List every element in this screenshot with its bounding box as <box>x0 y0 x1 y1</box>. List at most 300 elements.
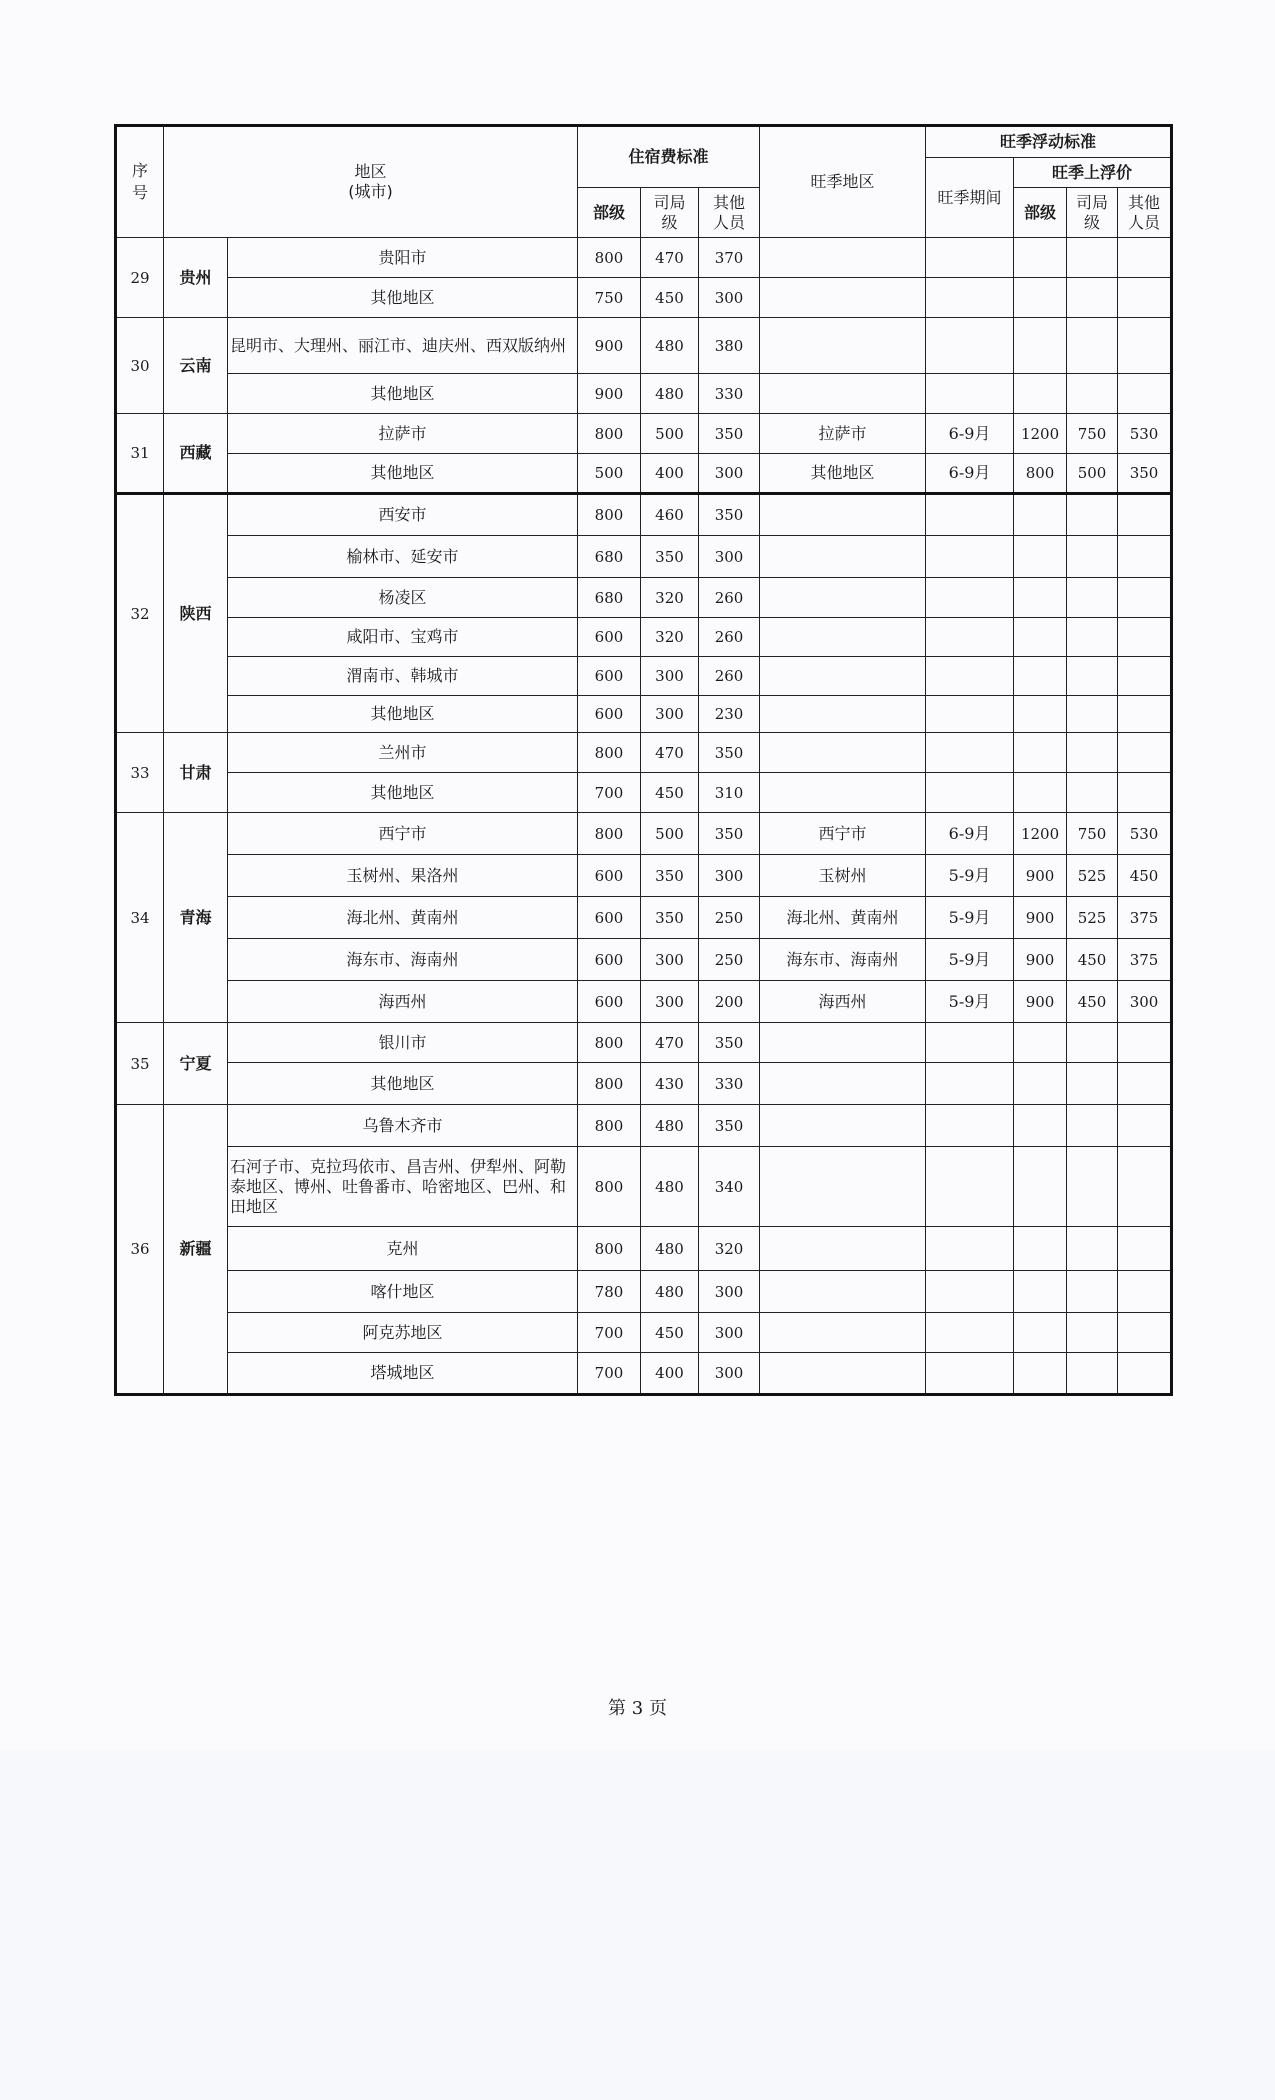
peak-ministry-cell: 900 <box>1014 855 1067 897</box>
lodging-other-cell: 230 <box>699 696 760 733</box>
province-cell: 云南 <box>164 318 228 414</box>
table-row <box>116 618 1172 657</box>
table-row <box>116 278 1172 318</box>
peak-period-cell <box>926 536 1014 578</box>
lodging-bureau-cell: 400 <box>641 454 699 494</box>
peak-bureau-cell <box>1067 318 1118 374</box>
peak-other-cell <box>1118 1271 1172 1313</box>
peak-other-cell <box>1118 1313 1172 1353</box>
peak-region-cell <box>760 578 926 618</box>
lodging-other-cell: 330 <box>699 1063 760 1105</box>
lodging-bureau-cell: 350 <box>641 855 699 897</box>
peak-region-cell <box>760 657 926 696</box>
lodging-other-cell: 350 <box>699 813 760 855</box>
lodging-bureau-cell: 450 <box>641 1313 699 1353</box>
peak-region-cell: 海西州 <box>760 981 926 1023</box>
lodging-ministry-cell: 800 <box>578 1063 641 1105</box>
lodging-other-cell: 370 <box>699 238 760 278</box>
lodging-other-cell: 350 <box>699 1023 760 1063</box>
peak-period-cell: 5-9月 <box>926 939 1014 981</box>
lodging-bureau-cell: 470 <box>641 733 699 773</box>
peak-period-cell <box>926 1227 1014 1271</box>
city-cell: 拉萨市 <box>228 414 578 454</box>
lodging-other-cell: 300 <box>699 454 760 494</box>
lodging-ministry-cell: 800 <box>578 1105 641 1147</box>
lodging-bureau-cell: 480 <box>641 1271 699 1313</box>
city-cell: 阿克苏地区 <box>228 1313 578 1353</box>
peak-bureau-cell: 750 <box>1067 813 1118 855</box>
city-cell: 海东市、海南州 <box>228 939 578 981</box>
lodging-ministry-cell: 680 <box>578 578 641 618</box>
seq-cell: 29 <box>116 238 164 318</box>
peak-other-cell: 530 <box>1118 813 1172 855</box>
header-peak-level-other: 其他人员 <box>1118 188 1172 238</box>
city-cell: 咸阳市、宝鸡市 <box>228 618 578 657</box>
lodging-other-cell: 260 <box>699 618 760 657</box>
peak-region-cell <box>760 536 926 578</box>
peak-region-cell <box>760 374 926 414</box>
peak-ministry-cell: 900 <box>1014 897 1067 939</box>
peak-other-cell: 375 <box>1118 897 1172 939</box>
lodging-ministry-cell: 700 <box>578 773 641 813</box>
peak-other-cell <box>1118 494 1172 536</box>
peak-bureau-cell <box>1067 773 1118 813</box>
table-row <box>116 1271 1172 1313</box>
peak-ministry-cell <box>1014 1227 1067 1271</box>
table-row <box>116 657 1172 696</box>
peak-other-cell <box>1118 1227 1172 1271</box>
header-row-1 <box>116 126 1172 158</box>
province-cell: 宁夏 <box>164 1023 228 1105</box>
peak-other-cell <box>1118 657 1172 696</box>
table-row <box>116 1105 1172 1147</box>
peak-period-cell: 5-9月 <box>926 897 1014 939</box>
peak-period-cell <box>926 374 1014 414</box>
peak-other-cell <box>1118 1353 1172 1395</box>
peak-other-cell <box>1118 1023 1172 1063</box>
peak-period-cell: 6-9月 <box>926 813 1014 855</box>
peak-bureau-cell: 525 <box>1067 897 1118 939</box>
table-row <box>116 1227 1172 1271</box>
peak-period-cell: 5-9月 <box>926 981 1014 1023</box>
province-cell: 新疆 <box>164 1105 228 1395</box>
peak-period-cell <box>926 578 1014 618</box>
lodging-ministry-cell: 600 <box>578 939 641 981</box>
peak-ministry-cell: 800 <box>1014 454 1067 494</box>
peak-region-cell <box>760 1353 926 1395</box>
peak-bureau-cell <box>1067 1147 1118 1227</box>
peak-other-cell: 530 <box>1118 414 1172 454</box>
lodging-ministry-cell: 600 <box>578 897 641 939</box>
header-region-title: 地区 <box>354 162 387 181</box>
peak-other-cell <box>1118 1063 1172 1105</box>
lodging-standard-table <box>114 124 1173 1396</box>
city-cell: 西安市 <box>228 494 578 536</box>
peak-ministry-cell <box>1014 696 1067 733</box>
peak-bureau-cell <box>1067 536 1118 578</box>
lodging-other-cell: 340 <box>699 1147 760 1227</box>
city-cell: 海北州、黄南州 <box>228 897 578 939</box>
lodging-bureau-cell: 320 <box>641 618 699 657</box>
lodging-bureau-cell: 300 <box>641 939 699 981</box>
province-cell: 西藏 <box>164 414 228 494</box>
peak-region-cell <box>760 773 926 813</box>
peak-ministry-cell <box>1014 1271 1067 1313</box>
peak-ministry-cell: 1200 <box>1014 414 1067 454</box>
peak-ministry-cell <box>1014 1023 1067 1063</box>
peak-period-cell <box>926 238 1014 278</box>
peak-period-cell <box>926 494 1014 536</box>
city-cell: 西宁市 <box>228 813 578 855</box>
province-cell: 甘肃 <box>164 733 228 813</box>
peak-region-cell: 海北州、黄南州 <box>760 897 926 939</box>
table-row <box>116 773 1172 813</box>
table-row <box>116 733 1172 773</box>
header-peak-price: 旺季上浮价 <box>1014 158 1172 188</box>
header-peak-level-ministry: 部级 <box>1014 188 1067 238</box>
lodging-other-cell: 350 <box>699 1105 760 1147</box>
city-cell: 贵阳市 <box>228 238 578 278</box>
peak-bureau-cell <box>1067 1353 1118 1395</box>
lodging-ministry-cell: 780 <box>578 1271 641 1313</box>
city-cell: 渭南市、韩城市 <box>228 657 578 696</box>
table-row <box>116 536 1172 578</box>
city-cell: 其他地区 <box>228 696 578 733</box>
table-row <box>116 1353 1172 1395</box>
peak-ministry-cell <box>1014 657 1067 696</box>
peak-other-cell <box>1118 374 1172 414</box>
table-row <box>116 454 1172 494</box>
peak-ministry-cell <box>1014 618 1067 657</box>
table-row <box>116 813 1172 855</box>
city-cell: 玉树州、果洛州 <box>228 855 578 897</box>
peak-ministry-cell <box>1014 578 1067 618</box>
lodging-bureau-cell: 480 <box>641 1227 699 1271</box>
city-cell: 兰州市 <box>228 733 578 773</box>
table-row <box>116 1313 1172 1353</box>
peak-period-cell <box>926 733 1014 773</box>
lodging-bureau-cell: 450 <box>641 278 699 318</box>
peak-bureau-cell <box>1067 1063 1118 1105</box>
city-cell: 银川市 <box>228 1023 578 1063</box>
lodging-other-cell: 200 <box>699 981 760 1023</box>
lodging-other-cell: 300 <box>699 278 760 318</box>
peak-bureau-cell: 525 <box>1067 855 1118 897</box>
peak-bureau-cell <box>1067 374 1118 414</box>
table-row <box>116 1063 1172 1105</box>
peak-region-cell <box>760 618 926 657</box>
peak-period-cell <box>926 1271 1014 1313</box>
lodging-bureau-cell: 470 <box>641 1023 699 1063</box>
peak-other-cell <box>1118 618 1172 657</box>
peak-bureau-cell <box>1067 494 1118 536</box>
peak-bureau-cell: 450 <box>1067 939 1118 981</box>
header-peak-region: 旺季地区 <box>760 126 926 238</box>
peak-ministry-cell <box>1014 1353 1067 1395</box>
table-row <box>116 238 1172 278</box>
peak-bureau-cell <box>1067 278 1118 318</box>
table-row <box>116 696 1172 733</box>
lodging-ministry-cell: 900 <box>578 318 641 374</box>
peak-ministry-cell: 1200 <box>1014 813 1067 855</box>
peak-other-cell: 350 <box>1118 454 1172 494</box>
lodging-other-cell: 300 <box>699 536 760 578</box>
peak-bureau-cell <box>1067 1227 1118 1271</box>
province-cell: 陕西 <box>164 494 228 733</box>
peak-period-cell <box>926 1313 1014 1353</box>
lodging-bureau-cell: 350 <box>641 897 699 939</box>
lodging-ministry-cell: 800 <box>578 238 641 278</box>
peak-ministry-cell <box>1014 733 1067 773</box>
header-level-other: 其他人员 <box>699 188 760 238</box>
peak-ministry-cell <box>1014 374 1067 414</box>
table-row <box>116 494 1172 536</box>
lodging-ministry-cell: 800 <box>578 813 641 855</box>
peak-region-cell: 拉萨市 <box>760 414 926 454</box>
peak-region-cell <box>760 1147 926 1227</box>
city-cell: 榆林市、延安市 <box>228 536 578 578</box>
header-peak-float: 旺季浮动标准 <box>926 126 1172 158</box>
peak-other-cell <box>1118 773 1172 813</box>
seq-cell: 35 <box>116 1023 164 1105</box>
lodging-other-cell: 250 <box>699 897 760 939</box>
lodging-ministry-cell: 600 <box>578 855 641 897</box>
table-row <box>116 855 1172 897</box>
peak-region-cell: 玉树州 <box>760 855 926 897</box>
peak-other-cell <box>1118 536 1172 578</box>
lodging-other-cell: 350 <box>699 414 760 454</box>
lodging-ministry-cell: 500 <box>578 454 641 494</box>
lodging-bureau-cell: 480 <box>641 1105 699 1147</box>
header-region <box>164 126 578 238</box>
peak-region-cell <box>760 1063 926 1105</box>
lodging-ministry-cell: 600 <box>578 618 641 657</box>
peak-bureau-cell <box>1067 618 1118 657</box>
peak-other-cell <box>1118 238 1172 278</box>
table-row <box>116 939 1172 981</box>
peak-bureau-cell <box>1067 1313 1118 1353</box>
peak-bureau-cell <box>1067 1271 1118 1313</box>
peak-period-cell: 5-9月 <box>926 855 1014 897</box>
peak-other-cell <box>1118 318 1172 374</box>
header-level-ministry: 部级 <box>578 188 641 238</box>
city-cell: 克州 <box>228 1227 578 1271</box>
peak-other-cell: 300 <box>1118 981 1172 1023</box>
province-cell: 青海 <box>164 813 228 1023</box>
peak-region-cell <box>760 733 926 773</box>
city-cell: 石河子市、克拉玛依市、昌吉州、伊犁州、阿勒泰地区、博州、吐鲁番市、哈密地区、巴州、和田地区 <box>228 1147 578 1227</box>
lodging-other-cell: 380 <box>699 318 760 374</box>
peak-period-cell <box>926 657 1014 696</box>
peak-period-cell <box>926 1105 1014 1147</box>
lodging-bureau-cell: 300 <box>641 657 699 696</box>
lodging-other-cell: 300 <box>699 1353 760 1395</box>
lodging-bureau-cell: 500 <box>641 813 699 855</box>
seq-cell: 31 <box>116 414 164 494</box>
peak-period-cell <box>926 1063 1014 1105</box>
peak-ministry-cell <box>1014 1105 1067 1147</box>
city-cell: 塔城地区 <box>228 1353 578 1395</box>
peak-bureau-cell: 500 <box>1067 454 1118 494</box>
peak-period-cell: 6-9月 <box>926 454 1014 494</box>
peak-other-cell <box>1118 1105 1172 1147</box>
peak-bureau-cell <box>1067 238 1118 278</box>
header-peak-level-bureau: 司局级 <box>1067 188 1118 238</box>
lodging-other-cell: 300 <box>699 855 760 897</box>
lodging-other-cell: 350 <box>699 494 760 536</box>
lodging-bureau-cell: 480 <box>641 318 699 374</box>
lodging-other-cell: 330 <box>699 374 760 414</box>
lodging-other-cell: 320 <box>699 1227 760 1271</box>
header-lodging: 住宿费标准 <box>578 126 760 188</box>
lodging-bureau-cell: 430 <box>641 1063 699 1105</box>
seq-cell: 32 <box>116 494 164 733</box>
peak-ministry-cell <box>1014 494 1067 536</box>
lodging-ministry-cell: 800 <box>578 1147 641 1227</box>
table-row <box>116 981 1172 1023</box>
peak-other-cell <box>1118 578 1172 618</box>
lodging-ministry-cell: 700 <box>578 1313 641 1353</box>
lodging-bureau-cell: 320 <box>641 578 699 618</box>
peak-bureau-cell: 450 <box>1067 981 1118 1023</box>
table-row <box>116 578 1172 618</box>
lodging-ministry-cell: 700 <box>578 1353 641 1395</box>
lodging-other-cell: 310 <box>699 773 760 813</box>
lodging-ministry-cell: 900 <box>578 374 641 414</box>
page-number: 第 3 页 <box>608 1698 667 1719</box>
peak-other-cell: 450 <box>1118 855 1172 897</box>
seq-cell: 34 <box>116 813 164 1023</box>
province-cell: 贵州 <box>164 238 228 318</box>
peak-bureau-cell <box>1067 1105 1118 1147</box>
lodging-bureau-cell: 300 <box>641 981 699 1023</box>
peak-ministry-cell <box>1014 238 1067 278</box>
peak-other-cell: 375 <box>1118 939 1172 981</box>
peak-region-cell <box>760 1023 926 1063</box>
peak-period-cell <box>926 618 1014 657</box>
peak-period-cell <box>926 696 1014 733</box>
table-row <box>116 414 1172 454</box>
lodging-other-cell: 250 <box>699 939 760 981</box>
peak-region-cell: 海东市、海南州 <box>760 939 926 981</box>
city-cell: 杨凌区 <box>228 578 578 618</box>
lodging-ministry-cell: 600 <box>578 657 641 696</box>
lodging-bureau-cell: 450 <box>641 773 699 813</box>
peak-period-cell: 6-9月 <box>926 414 1014 454</box>
peak-bureau-cell: 750 <box>1067 414 1118 454</box>
peak-other-cell <box>1118 1147 1172 1227</box>
peak-region-cell <box>760 696 926 733</box>
city-cell: 其他地区 <box>228 374 578 414</box>
table-row <box>116 897 1172 939</box>
lodging-ministry-cell: 800 <box>578 1023 641 1063</box>
seq-cell: 33 <box>116 733 164 813</box>
lodging-other-cell: 260 <box>699 578 760 618</box>
header-region-sub: (城市) <box>348 182 393 201</box>
lodging-ministry-cell: 600 <box>578 981 641 1023</box>
seq-cell: 36 <box>116 1105 164 1395</box>
peak-bureau-cell <box>1067 657 1118 696</box>
header-level-bureau: 司局级 <box>641 188 699 238</box>
peak-ministry-cell <box>1014 1063 1067 1105</box>
header-seq: 序号 <box>116 126 164 238</box>
peak-bureau-cell <box>1067 733 1118 773</box>
peak-region-cell <box>760 278 926 318</box>
peak-region-cell <box>760 238 926 278</box>
lodging-bureau-cell: 300 <box>641 696 699 733</box>
peak-ministry-cell: 900 <box>1014 939 1067 981</box>
peak-ministry-cell <box>1014 773 1067 813</box>
peak-period-cell <box>926 1023 1014 1063</box>
lodging-bureau-cell: 400 <box>641 1353 699 1395</box>
city-cell: 其他地区 <box>228 278 578 318</box>
lodging-ministry-cell: 800 <box>578 1227 641 1271</box>
lodging-ministry-cell: 800 <box>578 494 641 536</box>
peak-bureau-cell <box>1067 578 1118 618</box>
peak-bureau-cell <box>1067 696 1118 733</box>
table-body <box>116 126 1172 1395</box>
peak-other-cell <box>1118 696 1172 733</box>
lodging-ministry-cell: 750 <box>578 278 641 318</box>
city-cell: 其他地区 <box>228 454 578 494</box>
peak-region-cell <box>760 494 926 536</box>
seq-cell: 30 <box>116 318 164 414</box>
peak-region-cell <box>760 1271 926 1313</box>
peak-region-cell <box>760 1105 926 1147</box>
city-cell: 海西州 <box>228 981 578 1023</box>
lodging-ministry-cell: 800 <box>578 733 641 773</box>
lodging-bureau-cell: 480 <box>641 1147 699 1227</box>
lodging-other-cell: 350 <box>699 733 760 773</box>
peak-region-cell: 其他地区 <box>760 454 926 494</box>
table-row <box>116 374 1172 414</box>
table-row <box>116 1147 1172 1227</box>
city-cell: 其他地区 <box>228 773 578 813</box>
lodging-other-cell: 300 <box>699 1313 760 1353</box>
lodging-ministry-cell: 600 <box>578 696 641 733</box>
lodging-other-cell: 300 <box>699 1271 760 1313</box>
header-peak-period: 旺季期间 <box>926 158 1014 238</box>
peak-period-cell <box>926 1353 1014 1395</box>
peak-ministry-cell: 900 <box>1014 981 1067 1023</box>
lodging-ministry-cell: 800 <box>578 414 641 454</box>
city-cell: 喀什地区 <box>228 1271 578 1313</box>
lodging-bureau-cell: 500 <box>641 414 699 454</box>
peak-bureau-cell <box>1067 1023 1118 1063</box>
lodging-bureau-cell: 350 <box>641 536 699 578</box>
peak-region-cell: 西宁市 <box>760 813 926 855</box>
city-cell: 其他地区 <box>228 1063 578 1105</box>
lodging-other-cell: 260 <box>699 657 760 696</box>
lodging-bureau-cell: 470 <box>641 238 699 278</box>
peak-period-cell <box>926 318 1014 374</box>
city-cell: 乌鲁木齐市 <box>228 1105 578 1147</box>
peak-region-cell <box>760 1313 926 1353</box>
peak-region-cell <box>760 1227 926 1271</box>
lodging-bureau-cell: 460 <box>641 494 699 536</box>
peak-other-cell <box>1118 733 1172 773</box>
peak-ministry-cell <box>1014 1313 1067 1353</box>
peak-ministry-cell <box>1014 278 1067 318</box>
peak-other-cell <box>1118 278 1172 318</box>
peak-ministry-cell <box>1014 536 1067 578</box>
city-cell: 昆明市、大理州、丽江市、迪庆州、西双版纳州 <box>228 318 578 374</box>
peak-period-cell <box>926 278 1014 318</box>
peak-ministry-cell <box>1014 318 1067 374</box>
peak-period-cell <box>926 1147 1014 1227</box>
table-row <box>116 318 1172 374</box>
peak-ministry-cell <box>1014 1147 1067 1227</box>
